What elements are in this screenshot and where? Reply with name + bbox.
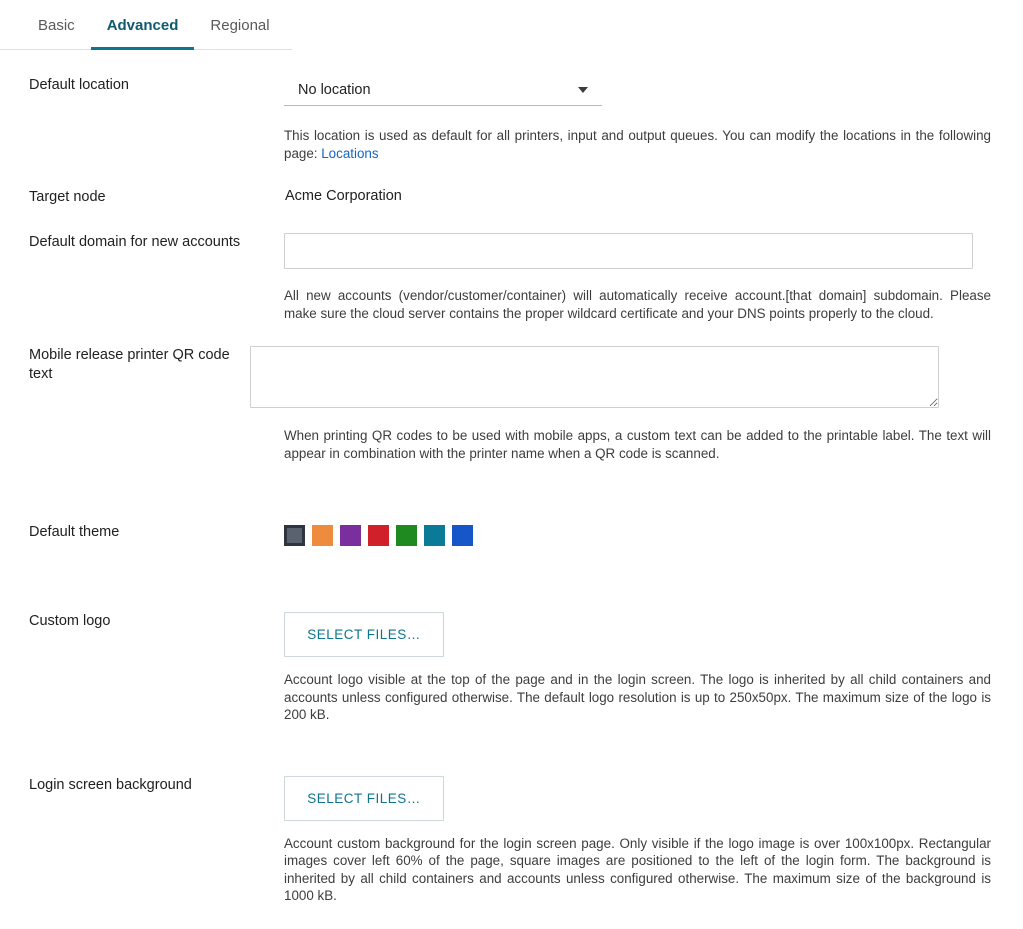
theme-swatch-slate[interactable] [284,525,305,546]
row-default-theme [0,523,1023,546]
custom-logo-help: Account logo visible at the top of the page and in the login screen. The logo is inherited by all child containers and accounts unless configured otherwise. The default logo resolution is up to 250x50px. The maximum size of the logo is 200 kB. [284,672,991,722]
default-location-select[interactable] [284,76,602,106]
label-default-domain: Default domain for new accounts [29,234,241,250]
row-default-location-help [0,127,1023,162]
row-custom-logo [0,612,1023,657]
advanced-settings-form [0,76,1023,905]
row-qr-code-text [0,346,1023,408]
default-location-selected-value: No location [298,82,371,98]
tab-advanced[interactable]: Advanced [91,17,195,50]
row-default-domain [0,233,1023,269]
theme-swatch-blue[interactable] [452,525,473,546]
row-default-location [0,76,1023,106]
custom-logo-select-files-button[interactable]: SELECT FILES… [284,612,444,657]
qr-code-text-help: When printing QR codes to be used with mobile apps, a custom text can be added to the printable label. The text will appear in combination with the printer name when a QR code is scanned. [284,428,991,461]
theme-swatch-teal[interactable] [424,525,445,546]
tab-basic[interactable]: Basic [38,17,75,34]
label-default-theme: Default theme [29,524,120,540]
theme-swatch-group [284,523,991,546]
default-domain-input[interactable] [284,233,973,269]
label-target-node: Target node [29,189,106,205]
label-default-location: Default location [29,77,129,93]
locations-link[interactable]: Locations [321,145,379,161]
theme-swatch-purple[interactable] [340,525,361,546]
tab-regional[interactable]: Regional [210,17,270,34]
row-login-background [0,776,1023,821]
settings-tabs [0,0,292,50]
row-target-node [0,188,1023,207]
label-login-background: Login screen background [29,776,192,793]
row-login-background-help [0,835,1023,905]
theme-swatch-green[interactable] [396,525,417,546]
row-qr-code-text-help [0,427,1023,462]
default-location-help [284,127,991,162]
label-custom-logo: Custom logo [29,613,111,629]
qr-code-text-textarea[interactable] [250,346,939,408]
default-location-help-text: This location is used as default for all printers, input and output queues. You can modify the locations in the following page: [284,128,991,161]
chevron-down-icon [578,87,588,93]
row-custom-logo-help [0,671,1023,724]
theme-swatch-red[interactable] [368,525,389,546]
theme-swatch-orange[interactable] [312,525,333,546]
login-background-select-files-button[interactable]: SELECT FILES… [284,776,444,821]
label-qr-code-text: Mobile release printer QR code text [29,347,230,382]
row-default-domain-help [0,287,1023,322]
login-background-help: Account custom background for the login screen page. Only visible if the logo image is over 100x100px. Rectangular images cover left 60% of the page, square images are positioned to the left of the login form. The background is inherited by all child containers and accounts unless configured otherwise. The maximum size of the background is 1000 kB. [284,835,991,903]
target-node-value: Acme Corporation [285,188,402,204]
default-domain-help: All new accounts (vendor/customer/container) will automatically receive account.[that domain] subdomain. Please make sure the cloud server contains the proper wildcard certificate and your DNS points properly to the cloud. [284,288,991,321]
